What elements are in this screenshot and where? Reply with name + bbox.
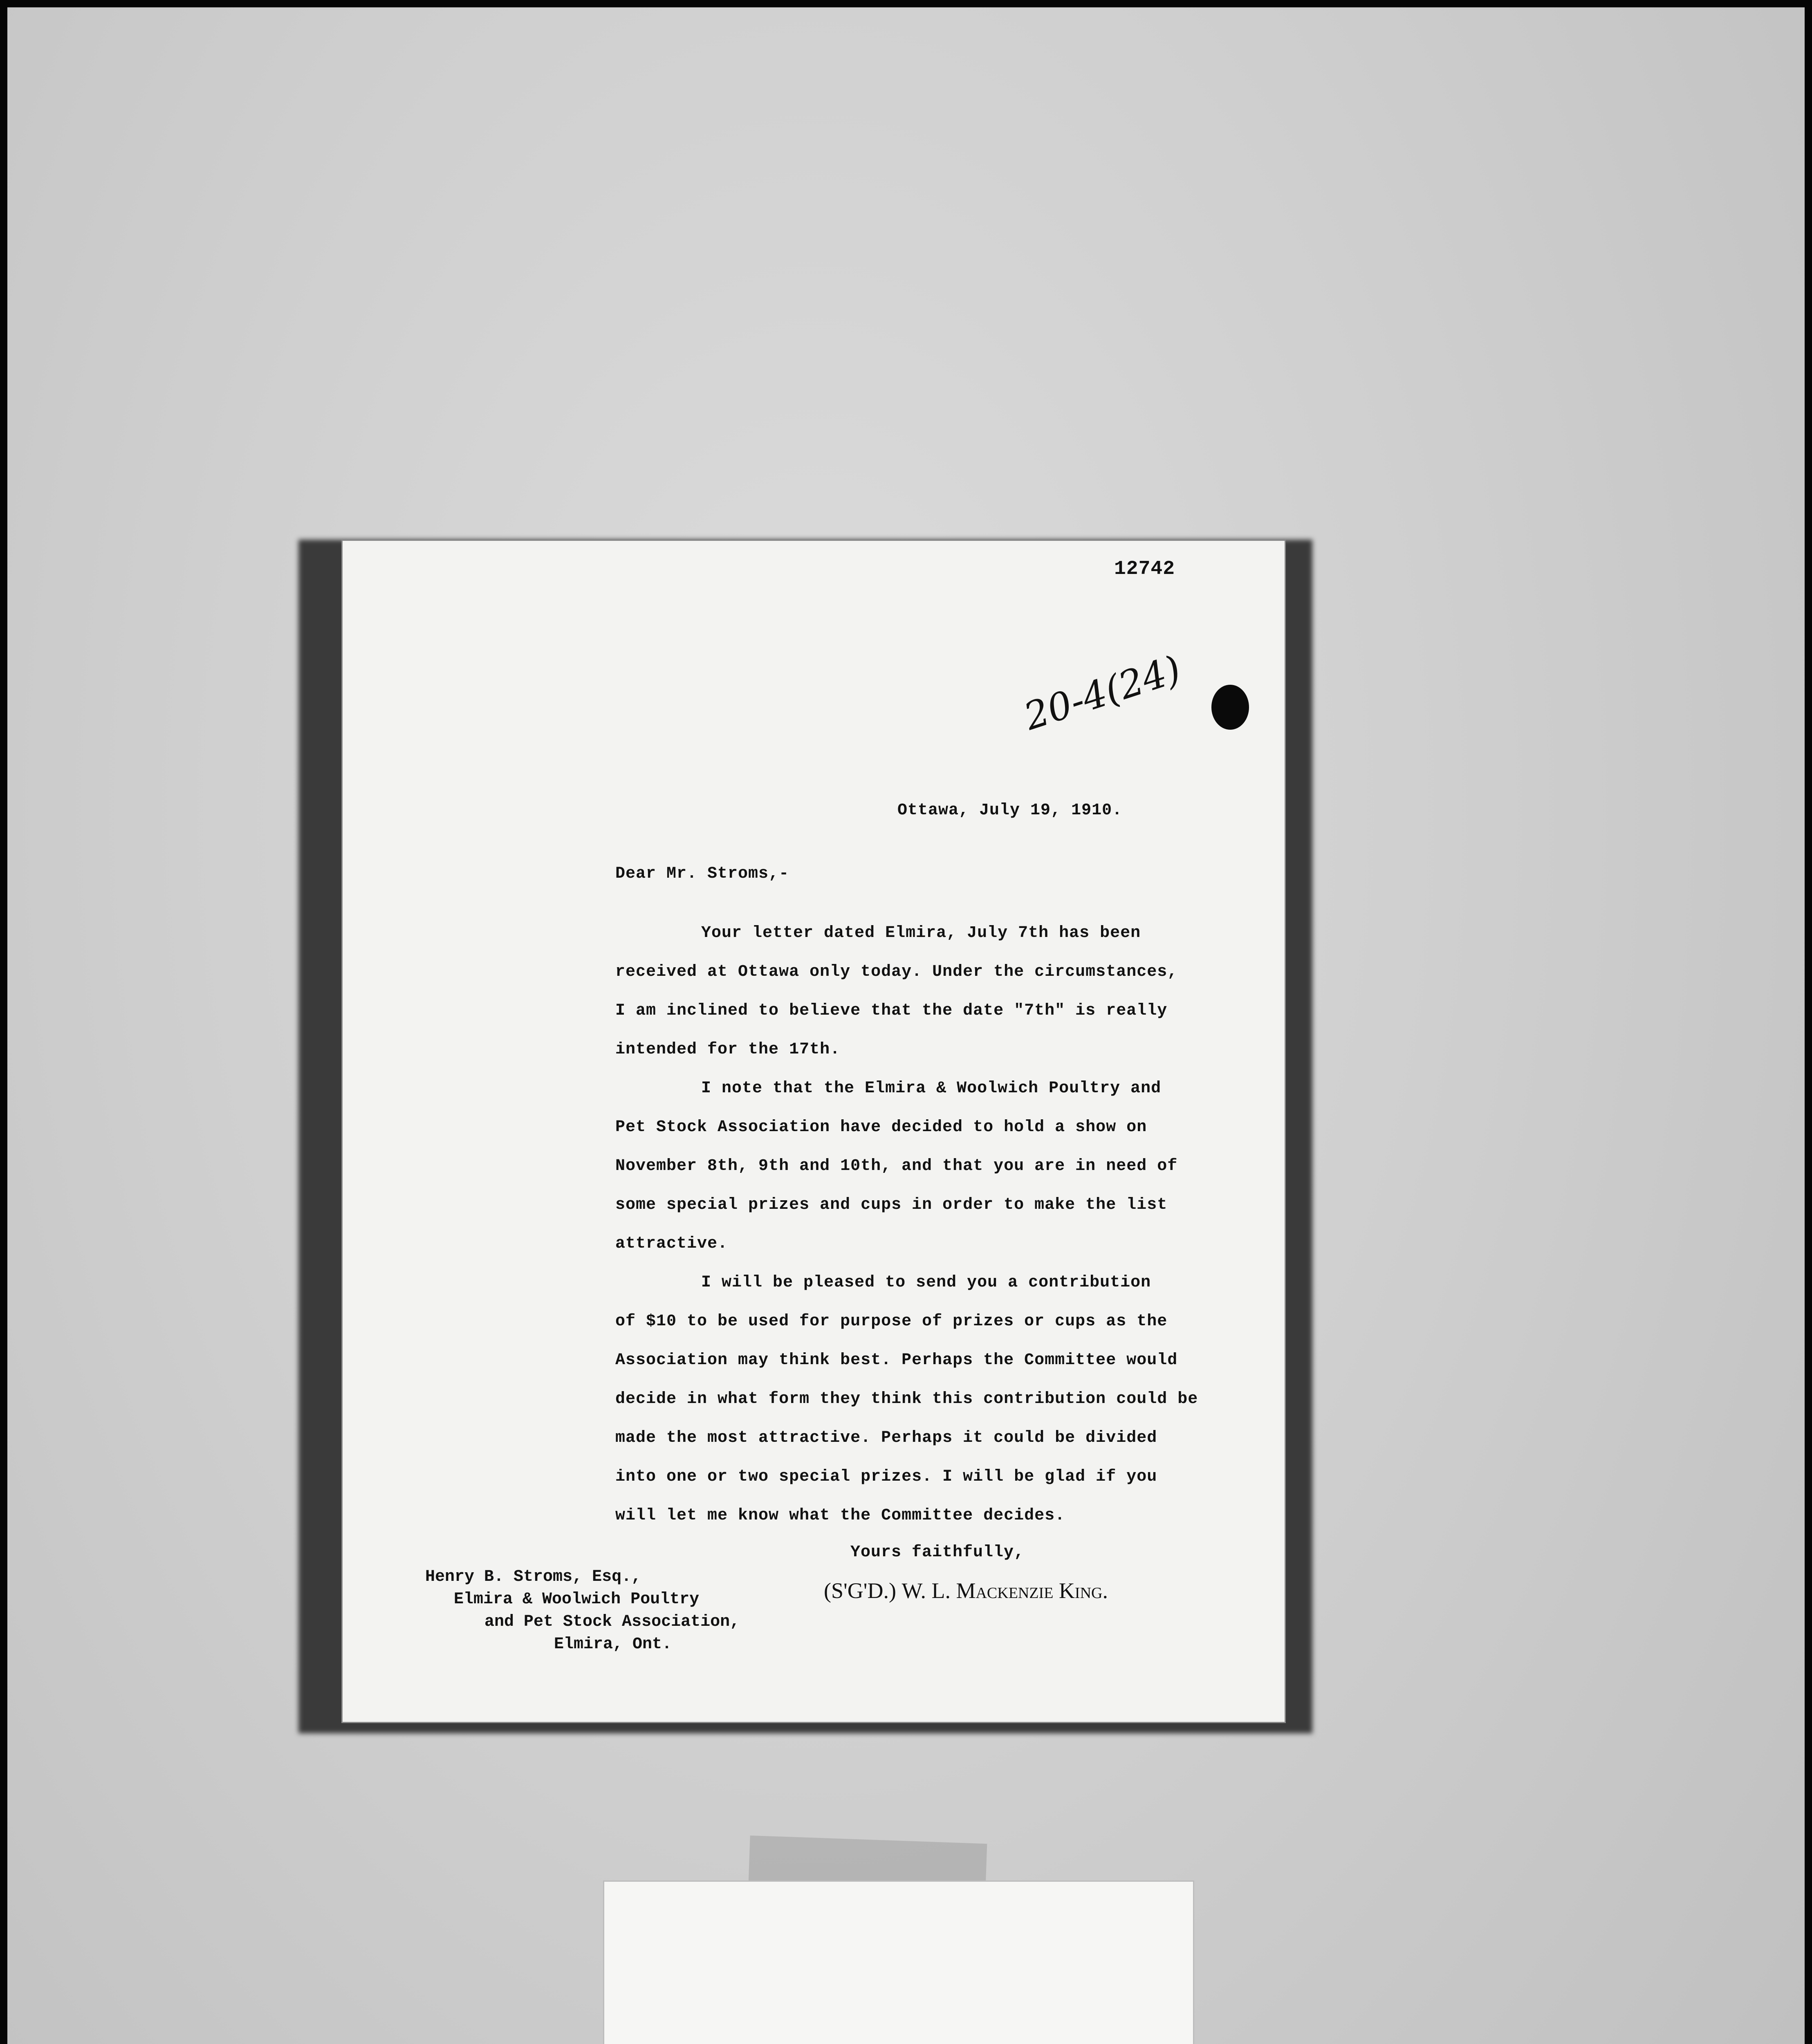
paragraph-line: Your letter dated Elmira, July 7th has been bbox=[701, 924, 1141, 942]
paragraph-line: intended for the 17th. bbox=[615, 1040, 841, 1059]
date-line: Ottawa, July 19, 1910. bbox=[897, 801, 1123, 820]
paragraph-line: November 8th, 9th and 10th, and that you are in need of bbox=[615, 1157, 1178, 1175]
file-annotation: 20-4(24) bbox=[1018, 647, 1186, 739]
closing: Yours faithfully, bbox=[850, 1543, 1025, 1562]
salutation: Dear Mr. Stroms,- bbox=[615, 865, 789, 883]
signature bbox=[824, 1578, 1108, 1603]
signature-prefix: (S'G'D.) bbox=[824, 1578, 896, 1603]
paragraph-line: attractive. bbox=[615, 1235, 728, 1253]
paragraph-line: made the most attractive. Perhaps it could be divided bbox=[615, 1429, 1157, 1447]
paragraph-line: I am inclined to believe that the date "7th" is really bbox=[615, 1002, 1168, 1020]
recipient-line: Elmira, Ont. bbox=[554, 1635, 672, 1654]
paragraph-line: I note that the Elmira & Woolwich Poultry and bbox=[701, 1079, 1162, 1098]
paragraph-line: of $10 to be used for purpose of prizes or cups as the bbox=[615, 1312, 1168, 1331]
paragraph-line: into one or two special prizes. I will be glad if you bbox=[615, 1468, 1157, 1486]
paragraph-line: decide in what form they think this contribution could be bbox=[615, 1390, 1198, 1408]
paragraph-line: Pet Stock Association have decided to hold a show on bbox=[615, 1118, 1147, 1136]
recipient-line: and Pet Stock Association, bbox=[484, 1613, 740, 1631]
paragraph-line: Association may think best. Perhaps the Committee would bbox=[615, 1351, 1178, 1369]
paragraph-line: will let me know what the Committee decides. bbox=[615, 1506, 1065, 1525]
signature-name: W. L. Mackenzie King. bbox=[902, 1578, 1108, 1603]
paragraph-line: some special prizes and cups in order to make the list bbox=[615, 1196, 1168, 1214]
paragraph-line: received at Ottawa only today. Under the circumstances, bbox=[615, 963, 1178, 981]
paragraph-line: I will be pleased to send you a contribution bbox=[701, 1273, 1151, 1292]
recipient-line: Elmira & Woolwich Poultry bbox=[454, 1590, 700, 1609]
document-number: 12742 bbox=[1114, 558, 1175, 580]
recipient-line: Henry B. Stroms, Esq., bbox=[425, 1568, 641, 1586]
letter-page bbox=[341, 540, 1286, 1723]
punch-hole bbox=[1211, 685, 1249, 730]
collection-label-card bbox=[603, 1880, 1194, 2044]
